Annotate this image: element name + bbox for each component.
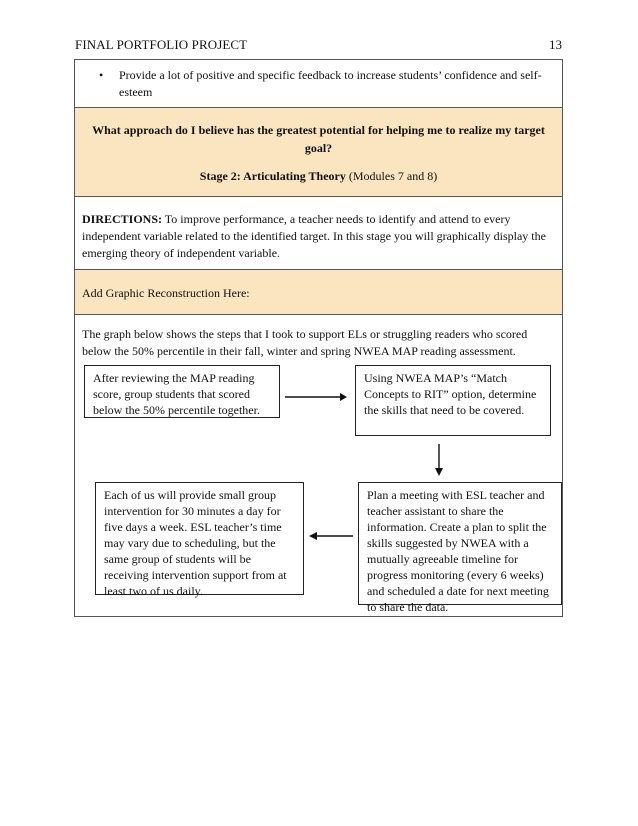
- running-head: FINAL PORTFOLIO PROJECT: [75, 37, 248, 52]
- table-row: [75, 197, 562, 270]
- bullet-text: Provide a lot of positive and specific feedback to increase students’ confidence and self-esteem: [119, 68, 542, 99]
- guiding-question: What approach do I believe has the greatest potential for helping me to realize my target goal?: [92, 123, 545, 155]
- graphic-label: Add Graphic Reconstruction Here:: [82, 286, 250, 300]
- stage-heading: [75, 169, 562, 184]
- flow-box-plan-meeting: Plan a meeting with ESL teacher and teacher assistant to share the information. Create a plan to split the skills suggested by NWEA with a mutually agreeable timeline for progress monitoring (every 6 weeks) and scheduled a date for next meeting to share the data.: [358, 482, 562, 605]
- stage-title: Stage 2: Articulating Theory: [199, 169, 346, 183]
- table-row: [75, 108, 562, 197]
- arrow-down-icon: [433, 442, 445, 478]
- flow-box-review-scores: After reviewing the MAP reading score, group students that scored below the 50% percentile together.: [84, 365, 280, 418]
- directions-text: [82, 211, 554, 262]
- arrow-left-icon: [307, 530, 355, 542]
- flow-box-intervention: Each of us will provide small group intervention for 30 minutes a day for five days a week. ESL teacher’s time may vary due to scheduling, but the same group of students will be receiving intervention support from at least two of us daily.: [95, 482, 304, 595]
- table-row: [75, 315, 562, 617]
- graph-intro: The graph below shows the steps that I took to support ELs or struggling readers who scored below the 50% percentile in their fall, winter and spring NWEA MAP reading assessment.: [82, 327, 528, 358]
- stage-modules: (Modules 7 and 8): [345, 169, 438, 183]
- bullet-icon: •: [99, 68, 104, 82]
- directions-label: DIRECTIONS:: [82, 212, 163, 226]
- portfolio-table: [74, 59, 563, 617]
- directions-body: To improve performance, a teacher needs to identify and attend to every independent variable related to the identified target. In this stage you will graphically display the emerging theory of independent variable.: [82, 212, 546, 260]
- table-row: [75, 270, 562, 315]
- page-number: 13: [549, 37, 562, 52]
- arrow-right-icon: [283, 391, 349, 403]
- table-row: [75, 60, 562, 108]
- flow-box-match-concepts: Using NWEA MAP’s “Match Concepts to RIT” option, determine the skills that need to be covered.: [355, 365, 551, 436]
